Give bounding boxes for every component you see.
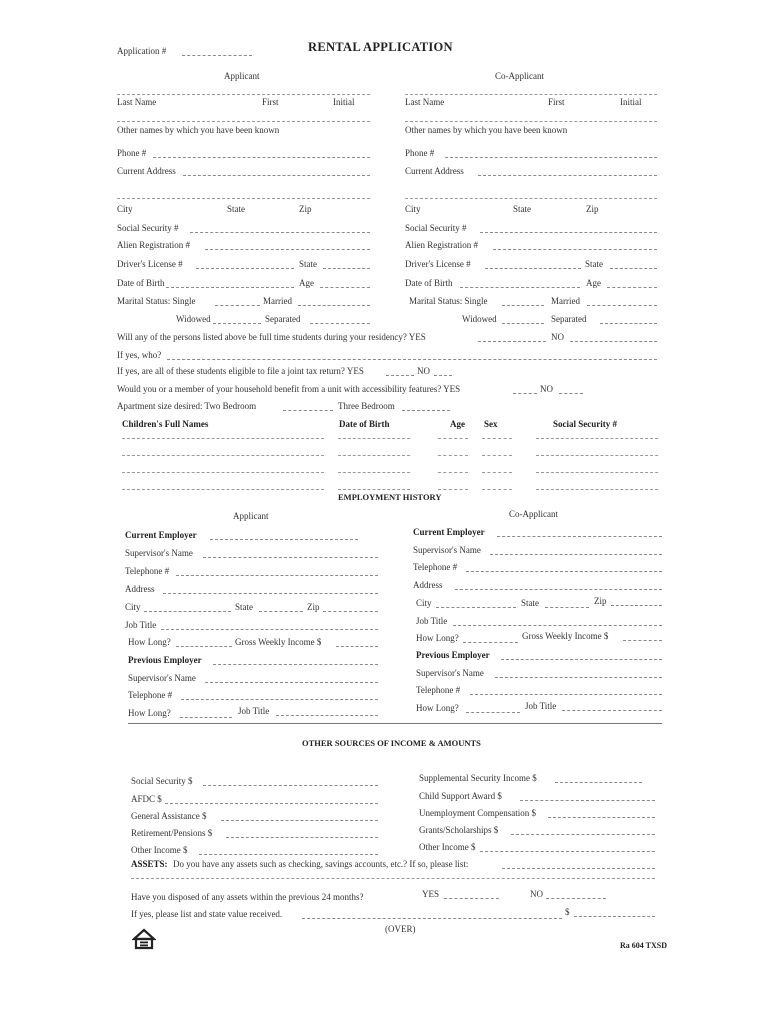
- left-married-label: Married: [263, 296, 292, 306]
- left-telephone-label: Telephone #: [125, 566, 170, 576]
- employment-applicant-heading: Applicant: [233, 511, 269, 521]
- child-name-field[interactable]: [122, 455, 324, 456]
- left-widowed-label: Widowed: [176, 314, 211, 324]
- left-separated-label: Separated: [265, 314, 301, 324]
- left-prev-supervisor-field[interactable]: [205, 672, 378, 683]
- child-sex-field[interactable]: [482, 489, 512, 490]
- left-supervisor-label: Supervisor's Name: [125, 548, 193, 558]
- children-names-header: Children's Full Names: [122, 419, 209, 429]
- right-previous-employer-label: Previous Employer: [416, 650, 490, 660]
- right-phone-field[interactable]: [445, 147, 657, 158]
- left-income-label-1: AFDC $: [131, 794, 162, 804]
- left-job-title-field[interactable]: [161, 619, 378, 630]
- application-number-field[interactable]: [182, 45, 252, 56]
- child-ssn-field[interactable]: [536, 438, 658, 439]
- left-dl-state-field[interactable]: [323, 258, 370, 269]
- left-emp-city-label: City: [125, 602, 141, 612]
- right-widowed-label: Widowed: [462, 314, 497, 324]
- left-income-label-2: General Assistance $: [131, 811, 207, 821]
- child-age-field[interactable]: [438, 438, 468, 439]
- dollar-field[interactable]: [574, 906, 655, 917]
- assets-list-field[interactable]: [502, 858, 655, 869]
- income-heading: OTHER SOURCES OF INCOME & AMOUNTS: [302, 738, 481, 748]
- left-dl-state-label: State: [299, 259, 317, 269]
- child-dob-field[interactable]: [338, 438, 410, 439]
- right-alien-field[interactable]: [493, 239, 657, 250]
- right-prev-job-title-label: Job Title: [525, 701, 557, 711]
- children-sex-header: Sex: [484, 419, 498, 429]
- right-married-field[interactable]: [587, 295, 657, 306]
- three-bedroom-field[interactable]: [402, 400, 450, 411]
- child-name-field[interactable]: [122, 438, 324, 439]
- right-first-label: First: [548, 97, 565, 107]
- left-income-label-0: Social Security $: [131, 776, 193, 786]
- if-yes-who-label: If yes, who?: [117, 350, 162, 360]
- right-job-title-label: Job Title: [416, 616, 448, 626]
- left-name-field[interactable]: [117, 94, 370, 95]
- left-emp-state-label: State: [235, 602, 253, 612]
- right-gross-weekly-label: Gross Weekly Income $: [522, 631, 609, 641]
- left-prev-how-long-field[interactable]: [180, 707, 232, 718]
- left-current-employer-field[interactable]: [210, 529, 358, 540]
- left-dl-label: Driver's License #: [117, 259, 183, 269]
- left-alien-field[interactable]: [205, 239, 370, 250]
- right-marital-label: Marital Status: Single: [409, 296, 488, 306]
- employment-co-applicant-heading: Co-Applicant: [509, 509, 558, 519]
- right-alien-label: Alien Registration #: [405, 240, 478, 250]
- right-initial-label: Initial: [620, 97, 642, 107]
- right-address-label: Current Address: [405, 166, 464, 176]
- child-age-field[interactable]: [438, 455, 468, 456]
- right-income-field-4[interactable]: [480, 841, 655, 852]
- left-age-label: Age: [299, 278, 314, 288]
- left-last-name-label: Last Name: [117, 97, 157, 107]
- child-name-field[interactable]: [122, 472, 324, 473]
- right-emp-zip-label: Zip: [594, 596, 607, 606]
- right-other-names-label: Other names by which you have been known: [405, 125, 568, 135]
- right-how-long-field[interactable]: [463, 632, 518, 643]
- application-number-label: Application #: [117, 46, 167, 56]
- left-emp-address-label: Address: [125, 584, 155, 594]
- left-prev-job-title-field[interactable]: [276, 705, 378, 716]
- left-ssn-field[interactable]: [190, 222, 370, 233]
- left-how-long-label: How Long?: [128, 637, 171, 647]
- disposed-yes-field[interactable]: [444, 888, 499, 899]
- left-city-label: City: [117, 204, 133, 214]
- right-gross-weekly-field[interactable]: [623, 630, 662, 641]
- left-supervisor-field[interactable]: [203, 547, 378, 558]
- right-emp-address-label: Address: [413, 580, 443, 590]
- left-prev-telephone-field[interactable]: [181, 689, 378, 700]
- right-income-label-0: Supplemental Security Income $: [419, 773, 537, 783]
- right-ssn-field[interactable]: [480, 222, 657, 233]
- joint-tax-no-label: NO: [417, 366, 430, 376]
- right-dl-state-field[interactable]: [610, 258, 657, 269]
- left-previous-employer-field[interactable]: [213, 654, 378, 665]
- right-city-label: City: [405, 204, 421, 214]
- left-dob-label: Date of Birth: [117, 278, 165, 288]
- child-age-field[interactable]: [438, 489, 468, 490]
- list-value-label: If yes, please list and state value received.: [131, 909, 283, 919]
- disposed-yes-label: YES: [422, 889, 440, 899]
- left-widowed-field[interactable]: [213, 313, 261, 324]
- left-other-names-label: Other names by which you have been known: [117, 125, 280, 135]
- assets-question: Do you have any assets such as checking, savings accounts, etc.? If so, please list:: [173, 859, 469, 869]
- apartment-size-label: Apartment size desired: Two Bedroom: [117, 401, 257, 411]
- joint-tax-yes-field[interactable]: [386, 365, 414, 376]
- disposed-no-field[interactable]: [546, 888, 606, 899]
- left-how-long-field[interactable]: [176, 636, 232, 647]
- right-income-label-4: Other Income $: [419, 842, 476, 852]
- child-ssn-field[interactable]: [536, 455, 658, 456]
- left-state-label: State: [227, 204, 245, 214]
- left-alien-label: Alien Registration #: [117, 240, 190, 250]
- assets-list-line[interactable]: [131, 878, 655, 879]
- right-previous-employer-field[interactable]: [501, 649, 662, 660]
- employment-heading: EMPLOYMENT HISTORY: [338, 492, 442, 502]
- left-emp-zip-label: Zip: [307, 602, 320, 612]
- over-label: (OVER): [385, 924, 416, 934]
- right-last-name-label: Last Name: [405, 97, 445, 107]
- left-telephone-field[interactable]: [176, 565, 378, 576]
- section-divider: [128, 723, 662, 724]
- left-marital-label: Marital Status: Single: [117, 296, 196, 306]
- right-age-field[interactable]: [607, 277, 657, 288]
- left-initial-label: Initial: [333, 97, 355, 107]
- right-dl-label: Driver's License #: [405, 259, 471, 269]
- right-ssn-label: Social Security #: [405, 223, 467, 233]
- right-emp-zip-field[interactable]: [611, 595, 662, 606]
- right-prev-job-title-field[interactable]: [562, 700, 662, 711]
- right-prev-supervisor-field[interactable]: [495, 667, 662, 678]
- left-emp-address-field[interactable]: [163, 583, 378, 594]
- children-dob-header: Date of Birth: [339, 419, 390, 429]
- right-prev-how-long-field[interactable]: [466, 702, 520, 713]
- left-address-field[interactable]: [183, 165, 370, 176]
- children-ssn-header: Social Security #: [553, 419, 617, 429]
- form-code: Ra 604 TXSD: [620, 941, 667, 950]
- left-ssn-label: Social Security #: [117, 223, 179, 233]
- right-other-names-field[interactable]: [405, 121, 657, 122]
- left-income-label-3: Retirement/Pensions $: [131, 828, 213, 838]
- child-sex-field[interactable]: [482, 472, 512, 473]
- right-emp-state-label: State: [521, 598, 539, 608]
- left-job-title-label: Job Title: [125, 620, 157, 630]
- right-prev-telephone-field[interactable]: [470, 684, 662, 695]
- left-prev-telephone-label: Telephone #: [128, 690, 173, 700]
- left-income-label-4: Other Income $: [131, 845, 188, 855]
- left-prev-supervisor-label: Supervisor's Name: [128, 673, 196, 683]
- left-income-field-0[interactable]: [203, 775, 378, 786]
- right-single-field[interactable]: [502, 295, 544, 306]
- right-name-field[interactable]: [405, 94, 657, 95]
- left-married-field[interactable]: [298, 295, 370, 306]
- right-income-label-3: Grants/Scholarships $: [419, 825, 499, 835]
- assets-label: ASSETS:: [131, 859, 168, 869]
- right-supervisor-field[interactable]: [490, 544, 662, 555]
- left-address-label: Current Address: [117, 166, 176, 176]
- left-zip-label: Zip: [299, 204, 312, 214]
- right-income-field-3[interactable]: [511, 824, 655, 835]
- equal-housing-opportunity-icon: [132, 928, 156, 952]
- left-income-field-1[interactable]: [165, 793, 378, 804]
- page-title: RENTAL APPLICATION: [308, 40, 453, 54]
- left-other-names-field[interactable]: [117, 121, 370, 122]
- child-sex-field[interactable]: [482, 438, 512, 439]
- left-emp-state-field[interactable]: [259, 601, 303, 612]
- right-dob-label: Date of Birth: [405, 278, 453, 288]
- joint-tax-question: If yes, are all of these students eligible to file a joint tax return? YES: [117, 366, 364, 376]
- accessibility-no-label: NO: [540, 384, 553, 394]
- list-value-field[interactable]: [302, 908, 562, 919]
- left-income-field-4[interactable]: [199, 844, 378, 855]
- two-bedroom-field[interactable]: [283, 400, 333, 411]
- left-dl-field[interactable]: [196, 258, 294, 269]
- applicant-heading: Applicant: [224, 71, 260, 81]
- three-bedroom-label: Three Bedroom: [338, 401, 395, 411]
- right-city-field[interactable]: [405, 198, 657, 199]
- right-supervisor-label: Supervisor's Name: [413, 545, 481, 555]
- child-ssn-field[interactable]: [536, 472, 658, 473]
- accessibility-no-field[interactable]: [559, 383, 583, 394]
- right-phone-label: Phone #: [405, 148, 435, 158]
- left-emp-city-field[interactable]: [144, 601, 231, 612]
- right-emp-city-field[interactable]: [436, 597, 516, 608]
- right-dl-state-label: State: [585, 259, 603, 269]
- left-gross-weekly-field[interactable]: [336, 636, 378, 647]
- right-current-employer-field[interactable]: [497, 526, 662, 537]
- right-separated-label: Separated: [551, 314, 587, 324]
- left-emp-zip-field[interactable]: [323, 601, 378, 612]
- child-name-field[interactable]: [122, 489, 324, 490]
- accessibility-yes-field[interactable]: [513, 383, 537, 394]
- right-income-field-1[interactable]: [520, 790, 655, 801]
- right-emp-city-label: City: [416, 598, 432, 608]
- right-emp-state-field[interactable]: [545, 597, 589, 608]
- child-dob-field[interactable]: [338, 472, 410, 473]
- right-age-label: Age: [586, 278, 601, 288]
- right-zip-label: Zip: [586, 204, 599, 214]
- students-question: Will any of the persons listed above be full time students during your residency? YES: [117, 332, 426, 342]
- right-telephone-field[interactable]: [466, 561, 662, 572]
- left-income-field-3[interactable]: [226, 827, 378, 838]
- disposed-no-label: NO: [530, 889, 543, 899]
- left-age-field[interactable]: [320, 277, 370, 288]
- left-separated-field[interactable]: [310, 313, 370, 324]
- if-yes-who-field[interactable]: [167, 349, 657, 360]
- right-prev-telephone-label: Telephone #: [416, 685, 461, 695]
- left-city-field[interactable]: [117, 198, 370, 199]
- right-income-field-2[interactable]: [548, 807, 655, 818]
- child-ssn-field[interactable]: [536, 489, 658, 490]
- right-job-title-field[interactable]: [453, 615, 662, 626]
- disposed-assets-question: Have you disposed of any assets within the previous 24 months?: [131, 892, 364, 902]
- left-income-field-2[interactable]: [221, 810, 378, 821]
- right-state-label: State: [513, 204, 531, 214]
- students-yes-field[interactable]: [478, 331, 546, 342]
- child-dob-field[interactable]: [338, 489, 410, 490]
- right-income-label-1: Child Support Award $: [419, 791, 502, 801]
- left-prev-job-title-label: Job Title: [238, 706, 270, 716]
- left-previous-employer-label: Previous Employer: [128, 655, 202, 665]
- left-prev-how-long-label: How Long?: [128, 708, 171, 718]
- right-dob-field[interactable]: [460, 277, 580, 288]
- right-address-field[interactable]: [478, 165, 657, 176]
- right-current-employer-label: Current Employer: [413, 527, 485, 537]
- left-single-field[interactable]: [215, 295, 260, 306]
- child-age-field[interactable]: [438, 472, 468, 473]
- students-no-field[interactable]: [570, 331, 657, 342]
- right-prev-how-long-label: How Long?: [416, 703, 459, 713]
- right-telephone-label: Telephone #: [413, 562, 458, 572]
- co-applicant-heading: Co-Applicant: [495, 71, 544, 81]
- right-dl-field[interactable]: [485, 258, 581, 269]
- child-sex-field[interactable]: [482, 455, 512, 456]
- right-married-label: Married: [551, 296, 580, 306]
- dollar-label: $: [565, 907, 570, 917]
- right-income-label-2: Unemployment Compensation $: [419, 808, 536, 818]
- left-current-employer-label: Current Employer: [125, 530, 197, 540]
- right-widowed-field[interactable]: [502, 313, 544, 324]
- right-prev-supervisor-label: Supervisor's Name: [416, 668, 484, 678]
- right-emp-address-field[interactable]: [455, 579, 662, 590]
- left-first-label: First: [262, 97, 279, 107]
- right-income-field-0[interactable]: [555, 772, 642, 783]
- students-no-label: NO: [551, 332, 564, 342]
- accessibility-question: Would you or a member of your household benefit from a unit with accessibility features? YES: [117, 384, 461, 394]
- right-how-long-label: How Long?: [416, 633, 459, 643]
- left-phone-field[interactable]: [153, 147, 370, 158]
- left-gross-weekly-label: Gross Weekly Income $: [235, 637, 322, 647]
- joint-tax-no-field[interactable]: [434, 365, 452, 376]
- left-dob-field[interactable]: [166, 277, 294, 288]
- right-separated-field[interactable]: [600, 313, 657, 324]
- children-age-header: Age: [450, 419, 465, 429]
- child-dob-field[interactable]: [338, 455, 410, 456]
- left-phone-label: Phone #: [117, 148, 147, 158]
